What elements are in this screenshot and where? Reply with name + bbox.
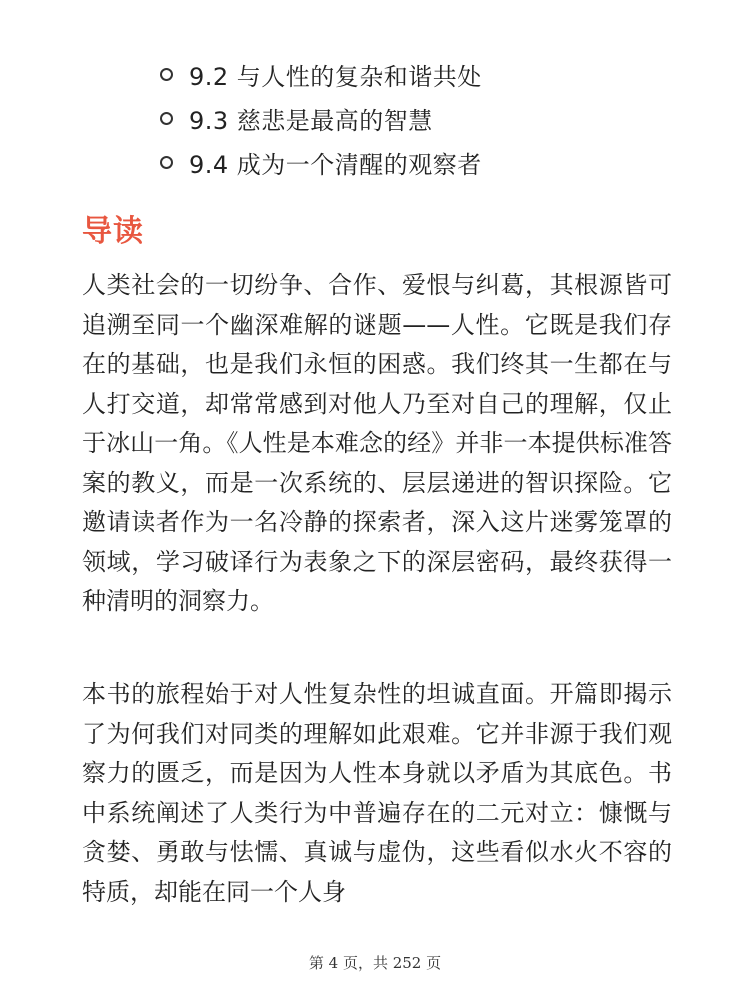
section-heading: 导读: [82, 214, 144, 249]
toc-item[interactable]: [160, 96, 482, 140]
body-paragraph: 人类社会的一切纷争、合作、爱恨与纠葛，其根源皆可追溯至同一个幽深难解的谜题——人性。它既是我们存在的基础，也是我们永恒的困惑。我们终其一生都在与人打交道，却常常感到对他人乃至对自己的理解，仅止于冰山一角。《人性是本难念的经》并非一本提供标准答案的教义，而是一次系统的、层层递进的智识探险。它邀请读者作为一名冷静的探索者，深入这片迷雾笼罩的领域，学习破译行为表象之下的深层密码，最终获得一种清明的洞察力。: [82, 271, 672, 615]
circle-bullet-icon: [160, 112, 173, 125]
circle-bullet-icon: [160, 68, 173, 81]
toc-item-label: 9.3 慈悲是最高的智慧: [189, 106, 433, 135]
body-paragraph: 本书的旅程始于对人性复杂性的坦诚直面。开篇即揭示了为何我们对同类的理解如此艰难。它并非源于我们观察力的匮乏，而是因为人性本身就以矛盾为其底色。书中系统阐述了人类行为中普遍存在的二元对立：慷慨与贪婪、勇敢与怯懦、真诚与虚伪，这些看似水火不容的特质，却能在同一个人身: [82, 680, 672, 906]
toc-list: [160, 52, 482, 184]
toc-item-label: 9.2 与人性的复杂和谐共处: [189, 62, 482, 91]
toc-item[interactable]: [160, 140, 482, 184]
toc-item-label: 9.4 成为一个清醒的观察者: [189, 150, 482, 179]
circle-bullet-icon: [160, 156, 173, 169]
toc-item[interactable]: [160, 52, 482, 96]
page-number-footer: 第 4 页，共 252 页: [308, 954, 442, 972]
